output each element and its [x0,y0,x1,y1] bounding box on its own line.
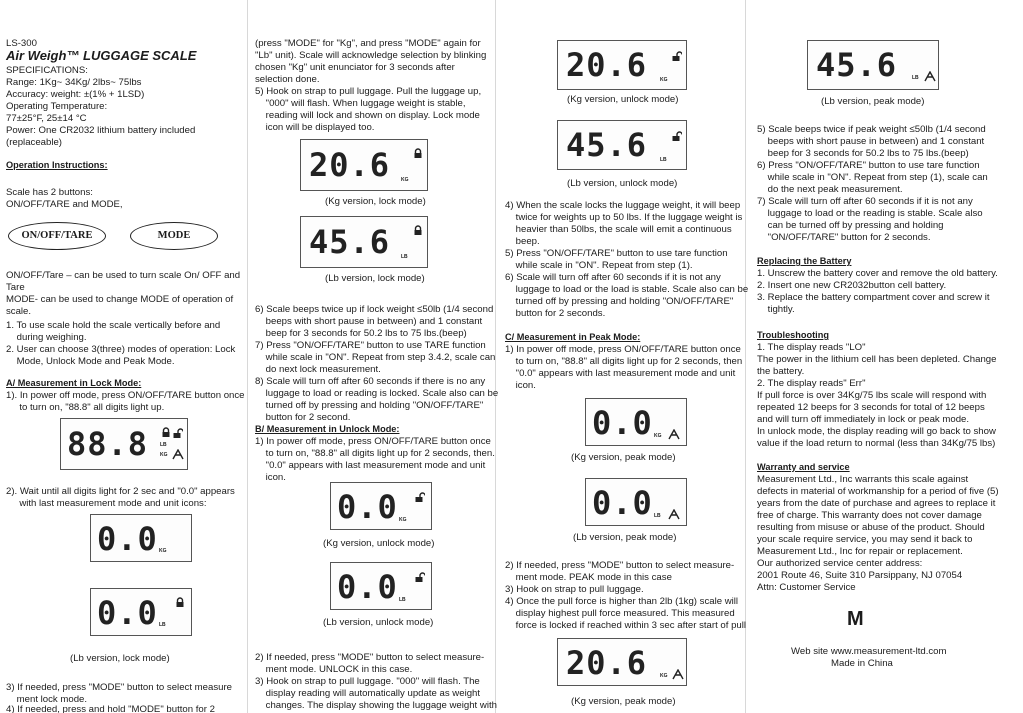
company-logo: M [847,608,864,630]
text-line: repeated 12 beeps for 3 seconds for total of 12 beeps [757,402,985,413]
display-caption: (Kg version, peak mode) [571,452,676,463]
lock-icon [413,148,423,161]
text-line: your scale require service, you may send it back to [757,534,973,545]
text-line: 3) If needed, press "MODE" button to select measure [6,682,232,693]
lock-icon [413,225,423,238]
text-line: 2. Insert one new CR2032button cell battery. [757,280,947,291]
text-line: beep for 3 seconds for 50.2 lbs to 75 lbs.(beep) [757,148,969,159]
text-line: 1). In power off mode, press ON/OFF/TARE button once [6,390,245,401]
text-line: 2) If needed, press "MODE" button to select measure- [255,652,485,663]
text-line: the battery. [757,366,805,377]
text-line: 1) In power off mode, press ON/OFF/TARE button once [505,344,741,355]
section-heading: Replacing the Battery [757,256,852,266]
section-heading: Troubleshooting [757,330,829,340]
lcd-206-kg-unlock: 20.6 KG [557,40,687,90]
text-line: 7) Scale will turn off after 60 seconds if it is not any [757,196,973,207]
section-heading: B/ Measurement in Unlock Mode: [255,424,400,434]
text-line: Mode, Unlock Mode and Peak Mode. [6,356,175,367]
lcd-zero-lb-lock: 0.0 LB [90,588,192,636]
text-line: If pull force is over 34Kg/75 lbs scale will respond with [757,390,987,401]
text-line: 2. User can choose 3(three) modes of operation: Lock [6,344,236,355]
text-line: 7) Press "ON/OFF/TARE" button to use TARE function [255,340,486,351]
section-heading: A/ Measurement in Lock Mode: [6,378,142,388]
lcd-zero-lb-peak: 0.0 LB [585,478,687,526]
text-line: luggage to load or the load is stable. Scale also can be [505,284,749,295]
model-number: LS-300 [6,38,37,49]
section-heading: Operation Instructions: [6,160,108,170]
spec-power-note: (replaceable) [6,137,62,148]
lcd-zero-lb-unlock: 0.0 LB [330,562,432,610]
text-line: ON/OFF/TARE and MODE, [6,199,123,210]
display-caption: (Lb version, peak mode) [573,532,677,543]
text-line: The power in the lithium cell has been depleted. Change [757,354,997,365]
text-line: ment mode. UNLOCK in this case. [255,664,413,675]
text-line: 1. Unscrew the battery cover and remove the old battery. [757,268,998,279]
text-line: Our authorized service center address: [757,558,923,569]
text-line: 5) Scale beeps twice if peak weight ≤50lb (1/4 second [757,124,986,135]
text-line: Measurement Ltd., Inc for repair or replacement. [757,546,963,557]
text-line: Measurement Ltd., Inc warrants this scale against [757,474,969,485]
text-line: 6) Scale beeps twice up if lock weight ≤50lb (1/4 second [255,304,494,315]
text-line: display reading will automatically update as weight [255,688,481,699]
text-line: "Lb" unit). Scale will acknowledge selection by blinking [255,50,487,61]
text-line: ON/OFF/Tare – can be used to turn scale On/ OFF and [6,270,241,281]
display-caption: (Kg version, unlock mode) [567,94,679,105]
text-line: luggage to load or the reading is stable. Scale also [757,208,983,219]
text-line: 1. The display reads "LO" [757,342,866,353]
made-in: Made in China [831,658,893,669]
text-line: 5) Hook on strap to pull luggage. Pull the luggage up, [255,86,482,97]
text-line: icon will be displayed too. [255,122,375,133]
peak-icon [172,449,184,463]
unlock-icon [415,572,425,585]
text-line: beeps with short pause in between) and 1 constant [757,136,985,147]
text-line: defects in material of workmanship for a period of five (5) [757,486,999,497]
on-off-tare-button-drawing: ON/OFF/TARE [8,222,106,250]
peak-icon [668,509,680,523]
text-line: chosen "Kg" unit enunciator for 3 seconds after [255,62,455,73]
text-line: turned off by pressing and holding "ON/OFF/TARE" [505,296,734,307]
lock-icon [161,427,171,440]
text-line: 3) Hook on strap to pull luggage. [505,584,644,595]
unlock-icon [173,428,183,441]
text-line: icon. [255,472,286,483]
text-line: Tare [6,282,25,293]
text-line: icon. [505,380,536,391]
peak-icon [672,669,684,683]
text-line: "0.0" appears with last measurement mode and unit [255,460,486,471]
text-line: button for 2 second. [255,412,351,423]
mode-button-drawing: MODE [130,222,218,250]
text-line: 4) Once the pull force is higher than 2lb (1kg) scale will [505,596,739,607]
text-line: 2). Wait until all digits light for 2 sec and "0.0" appears [6,486,235,497]
text-line: 5) Press "ON/OFF/TARE" button to use tare function [505,248,728,259]
lcd-206-kg-lock: 20.6 KG [300,139,428,191]
peak-icon [668,429,680,443]
text-line: force is locked if reached within 3 sec after start of pull [505,620,747,631]
lock-icon [175,597,185,610]
text-line: beeps with short pause in between) and 1 constant [255,316,483,327]
text-line: value if the load return to normal (less than 34Kg/75 lbs) [757,438,996,449]
text-line: Attn: Customer Service [757,582,856,593]
display-caption: (Lb version, unlock mode) [567,178,678,189]
text-line: MODE- can be used to change MODE of operation of [6,294,234,305]
text-line: (press "MODE" for "Kg", and press "MODE" again for [255,38,481,49]
text-line: display highest pull force measured. This measured [505,608,735,619]
text-line: twice for weights up to 50 lbs. If the luggage weight is [505,212,743,223]
text-line: can be turned off by pressing and holding [757,220,944,231]
text-line: while scale in "ON". Repeat from step (1). [505,260,693,271]
lcd-all-segments: 88.8 LB KG [60,418,188,470]
text-line: reading will lock and shown on display. Lock mode [255,110,480,121]
peak-icon [924,71,936,85]
text-line: 3. Replace the battery compartment cover and screw it [757,292,990,303]
text-line: button for 2 seconds. [505,308,606,319]
text-line: years from the date of purchase and agrees to replace it [757,498,996,509]
section-heading: C/ Measurement in Peak Mode: [505,332,641,342]
text-line: "0.0" appears with last measurement mode and unit [505,368,736,379]
text-line: while scale in "ON". Repeat from step 3.4.2, scale can [255,352,496,363]
display-caption: (Kg version, lock mode) [325,196,426,207]
text-line: 2) If needed, press "MODE" button to select measure- [505,560,735,571]
text-line: to turn on, "88.8" all digits light up for 2 seconds, then [505,356,743,367]
text-line: 2. The display reads" Err" [757,378,866,389]
lcd-zero-kg-peak: 0.0 KG [585,398,687,446]
text-line: while scale in "ON". Repeat from step (1), scale can [757,172,988,183]
text-line: changes. The display showing the luggage weight with [255,700,497,711]
product-title: Air Weigh™ LUGGAGE SCALE [6,48,197,63]
text-line: beep for 3 seconds for 50.2 lbs to 75 lbs.(beep) [255,328,467,339]
text-line: 1. To use scale hold the scale vertically before and [6,320,221,331]
display-caption: (Lb version, lock mode) [325,273,425,284]
text-line: do the next peak measurement. [757,184,903,195]
text-line: turned off by pressing and holding "ON/OFF/TARE" [255,400,484,411]
section-heading: Warranty and service [757,462,850,472]
text-line: selection done. [255,74,320,85]
lcd-456-lb-unlock: 45.6 LB [557,120,687,170]
display-caption: (Lb version, unlock mode) [323,617,434,628]
display-caption: (Lb version, peak mode) [821,96,925,107]
spec-range: Range: 1Kg~ 34Kg/ 2lbs~ 75lbs [6,77,142,88]
text-line: Scale has 2 buttons: [6,187,93,198]
unlock-icon [415,492,425,505]
text-line: heavier than 50lbs, the scale will emit a continuous [505,224,732,235]
text-line: tightly. [757,304,795,315]
text-line: "ON/OFF/TARE" button for 2 seconds. [757,232,931,243]
text-line: do next lock measurement. [255,364,381,375]
text-line: 3) Hook on strap to pull luggage. "000" will flash. The [255,676,480,687]
text-line: to turn on, "88.8" all digits light up. [6,402,165,413]
spec-accuracy: Accuracy: weight: ±(1% + 1LSD) [6,89,145,100]
lcd-456-lb-lock: 45.6 LB [300,216,428,268]
text-line: ment lock mode. [6,694,88,705]
lcd-206-kg-peak: 20.6 KG [557,638,687,686]
unlock-icon [672,131,682,144]
text-line: 1) In power off mode, press ON/OFF/TARE button once [255,436,491,447]
spec-power: Power: One CR2032 lithium battery included [6,125,196,136]
display-caption: (Kg version, peak mode) [571,696,676,707]
text-line: with last measurement mode and unit icons: [6,498,207,509]
text-line: scale. [6,306,32,317]
display-caption: (Lb version, lock mode) [70,653,170,664]
text-line: to turn on, "88.8" all digits light up for 2 seconds, then. [255,448,495,459]
text-line: free of charge. This warranty does not cover damage [757,510,982,521]
text-line: and will turn off immediately in lock or peak mode. [757,414,970,425]
text-line: 8) Scale will turn off after 60 seconds if there is no any [255,376,486,387]
text-line: beep. [505,236,540,247]
unlock-icon [672,51,682,64]
spec-temp-label: Operating Temperature: [6,101,108,112]
text-line: "000" will flash. When luggage weight is stable, [255,98,466,109]
text-line: luggage to load or reading is locked. Scale also can be [255,388,499,399]
text-line: ment mode. PEAK mode in this case [505,572,672,583]
text-line: In unlock mode, the display reading will go back to show [757,426,996,437]
display-caption: (Kg version, unlock mode) [323,538,435,549]
lcd-zero-kg: 0.0 KG [90,514,192,562]
text-line: 2001 Route 46, Suite 310 Parsippany, NJ 07054 [757,570,963,581]
spec-temp: 77±25°F, 25±14 °C [6,113,87,124]
text-line: 4) When the scale locks the luggage weight, it will beep [505,200,741,211]
lcd-456-lb-peak: 45.6 LB [807,40,939,90]
text-line: 4) If needed, press and hold "MODE" button for 2 [6,704,215,713]
text-line: during weighing. [6,332,87,343]
specs-heading: SPECIFICATIONS: [6,65,88,76]
website: Web site www.measurement-ltd.com [791,646,947,657]
text-line: 6) Scale will turn off after 60 seconds if it is not any [505,272,721,283]
lcd-zero-kg-unlock: 0.0 KG [330,482,432,530]
text-line: resulting from misuse or abuse of the product. Should [757,522,985,533]
text-line: 6) Press "ON/OFF/TARE" button to use tare function [757,160,980,171]
